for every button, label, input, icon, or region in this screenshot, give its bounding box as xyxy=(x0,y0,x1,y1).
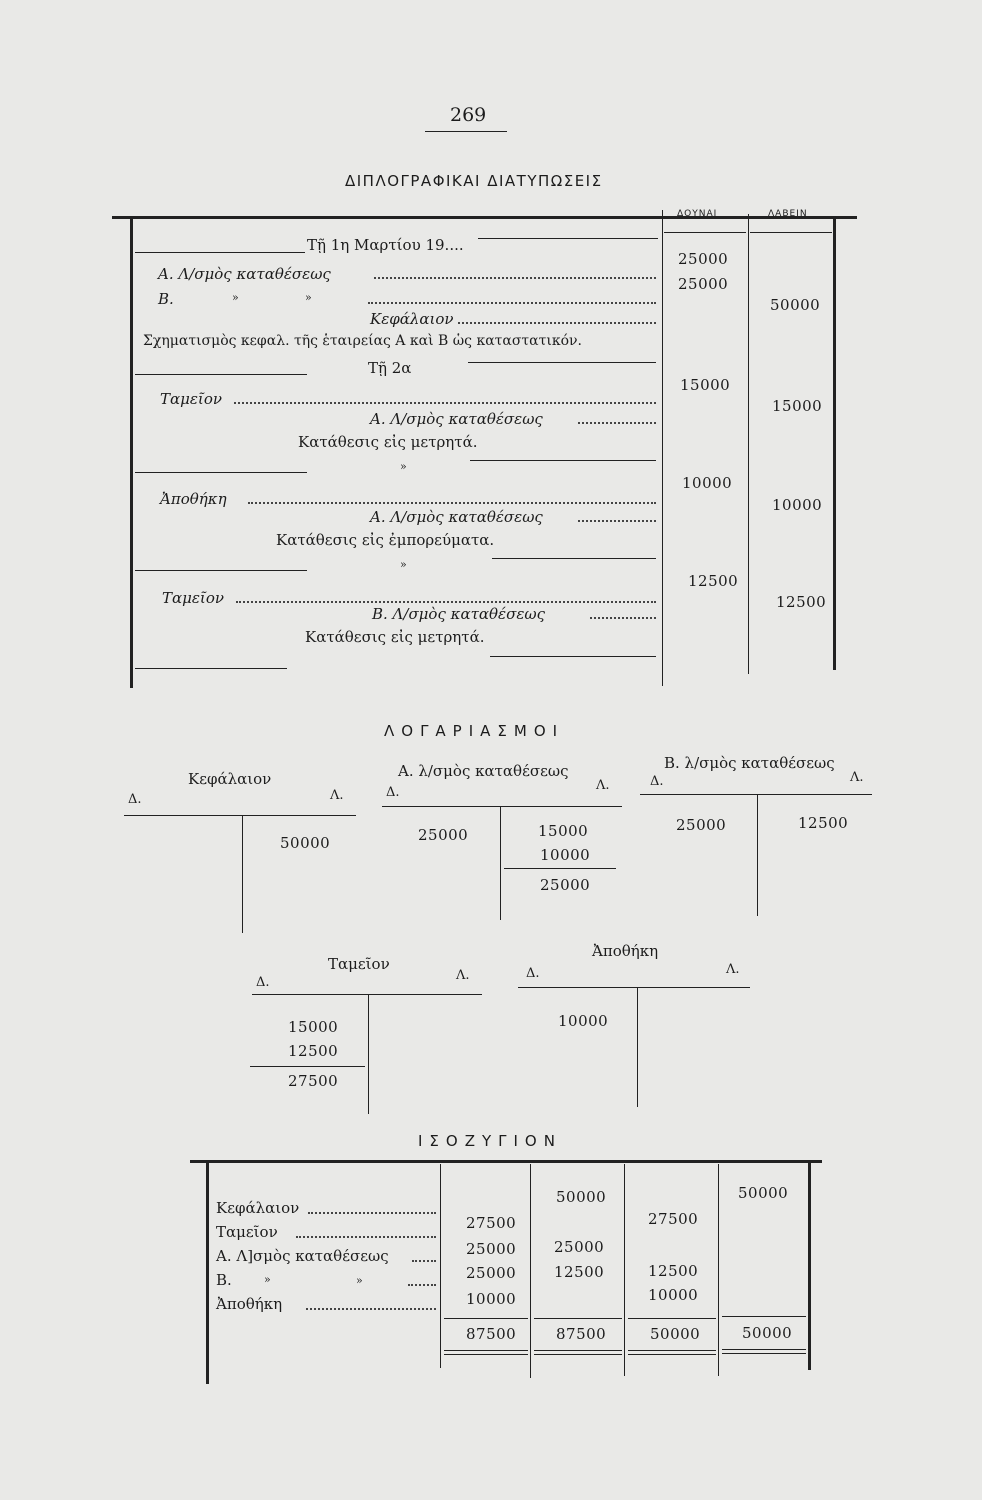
entry1-credit-label: Κεφάλαιον xyxy=(370,310,454,328)
debit-total: 27500 xyxy=(288,1072,339,1090)
entry1-debit2-label: Β. xyxy=(158,290,174,308)
trial-row-label: Ταμεῖον xyxy=(216,1223,278,1241)
credit-amount: 15000 xyxy=(538,822,589,840)
debit-column-header: ΔΟΥΝΑΙ xyxy=(677,209,718,219)
entry3-credit-amount: 10000 xyxy=(772,496,823,514)
entry4-description: Κατάθεσις εἰς μετρητά. xyxy=(305,628,485,646)
account-title: Κεφάλαιον xyxy=(188,770,272,788)
trial-cell: 27500 xyxy=(466,1214,517,1232)
debit-amount: 15000 xyxy=(288,1018,339,1036)
ditto-mark: » xyxy=(400,558,407,571)
trial-balance-heading: ΙΣΟΖΥΓΙΟΝ xyxy=(418,1132,562,1150)
accounts-heading: ΛΟΓΑΡΙΑΣΜΟΙ xyxy=(384,722,565,740)
trial-total: 50000 xyxy=(742,1324,793,1342)
credit-side-label: Λ. xyxy=(596,778,610,793)
entry2-credit-amount: 15000 xyxy=(772,397,823,415)
entry3-debit-label: Ἀποθήκη xyxy=(160,490,227,508)
credit-column-header: ΛΑΒΕΙΝ xyxy=(768,209,808,219)
debit-amount: 12500 xyxy=(288,1042,339,1060)
debit-side-label: Δ. xyxy=(386,785,400,800)
trial-row-label: Β. xyxy=(216,1271,232,1289)
entry4-debit-label: Ταμεῖον xyxy=(162,589,224,607)
date-line-1: Τῇ 1η Μαρτίου 19.... xyxy=(307,236,464,254)
ditto-mark: » xyxy=(400,460,407,473)
trial-cell: 25000 xyxy=(466,1240,517,1258)
trial-cell: 10000 xyxy=(466,1290,517,1308)
credit-side-label: Λ. xyxy=(726,962,740,977)
ditto-mark: » xyxy=(356,1274,363,1287)
credit-side-label: Λ. xyxy=(850,770,864,785)
trial-cell: 12500 xyxy=(648,1262,699,1280)
debit-side-label: Δ. xyxy=(650,774,664,789)
entry1-debit1-amount: 25000 xyxy=(678,250,729,268)
credit-amount: 10000 xyxy=(540,846,591,864)
debit-side-label: Δ. xyxy=(128,792,142,807)
debit-amount: 25000 xyxy=(418,826,469,844)
trial-cell: 10000 xyxy=(648,1286,699,1304)
credit-side-label: Λ. xyxy=(456,968,470,983)
trial-total: 87500 xyxy=(556,1325,607,1343)
trial-row-label: Α. Λ]σμὸς καταθέσεως xyxy=(216,1247,389,1265)
entry4-credit-label: Β. Λ/σμὸς καταθέσεως xyxy=(372,605,546,623)
page-number: 269 xyxy=(450,104,487,126)
entry1-debit2-amount: 25000 xyxy=(678,275,729,293)
trial-cell: 12500 xyxy=(554,1263,605,1281)
ditto-mark: » xyxy=(232,291,239,304)
page-number-rule xyxy=(425,131,507,132)
entry2-credit-label: Α. Λ/σμὸς καταθέσεως xyxy=(370,410,543,428)
credit-amount: 50000 xyxy=(280,834,331,852)
trial-cell: 25000 xyxy=(554,1238,605,1256)
trial-cell: 50000 xyxy=(556,1188,607,1206)
date-line-2: Τῇ 2α xyxy=(368,359,412,377)
account-title: Ταμεῖον xyxy=(328,955,390,973)
trial-cell: 27500 xyxy=(648,1210,699,1228)
debit-side-label: Δ. xyxy=(256,975,270,990)
account-title: Ἀποθήκη xyxy=(592,942,659,960)
debit-amount: 25000 xyxy=(676,816,727,834)
entry3-debit-amount: 10000 xyxy=(682,474,733,492)
ditto-mark: » xyxy=(264,1273,271,1286)
account-title: Β. λ/σμὸς καταθέσεως xyxy=(664,754,835,772)
entry4-credit-amount: 12500 xyxy=(776,593,827,611)
account-title: Α. λ/σμὸς καταθέσεως xyxy=(398,762,569,780)
entry4-debit-amount: 12500 xyxy=(688,572,739,590)
entry1-debit1-label: Α. Λ/σμὸς καταθέσεως xyxy=(158,265,331,283)
trial-cell: 50000 xyxy=(738,1184,789,1202)
entry3-description: Κατάθεσις εἰς ἐμπορεύματα. xyxy=(276,531,495,549)
entry2-debit-label: Ταμεῖον xyxy=(160,390,222,408)
section-heading: ΔΙΠΛΟΓΡΑΦΙΚΑΙ ΔΙΑΤΥΠΩΣΕΙΣ xyxy=(345,172,603,190)
entry2-description: Κατάθεσις εἰς μετρητά. xyxy=(298,433,478,451)
ditto-mark: » xyxy=(305,291,312,304)
entry2-debit-amount: 15000 xyxy=(680,376,731,394)
debit-side-label: Δ. xyxy=(526,966,540,981)
trial-row-label: Ἀποθήκη xyxy=(216,1295,283,1313)
credit-side-label: Λ. xyxy=(330,788,344,803)
entry3-credit-label: Α. Λ/σμὸς καταθέσεως xyxy=(370,508,543,526)
trial-cell: 25000 xyxy=(466,1264,517,1282)
trial-total: 50000 xyxy=(650,1325,701,1343)
trial-row-label: Κεφάλαιον xyxy=(216,1199,300,1217)
entry1-description: Σχηματισμὸς κεφαλ. τῆς ἑταιρείας Α καὶ Β ὡς καταστατικόν. xyxy=(143,333,582,349)
credit-amount: 12500 xyxy=(798,814,849,832)
credit-total: 25000 xyxy=(540,876,591,894)
entry1-credit-amount: 50000 xyxy=(770,296,821,314)
trial-total: 87500 xyxy=(466,1325,517,1343)
debit-amount: 10000 xyxy=(558,1012,609,1030)
